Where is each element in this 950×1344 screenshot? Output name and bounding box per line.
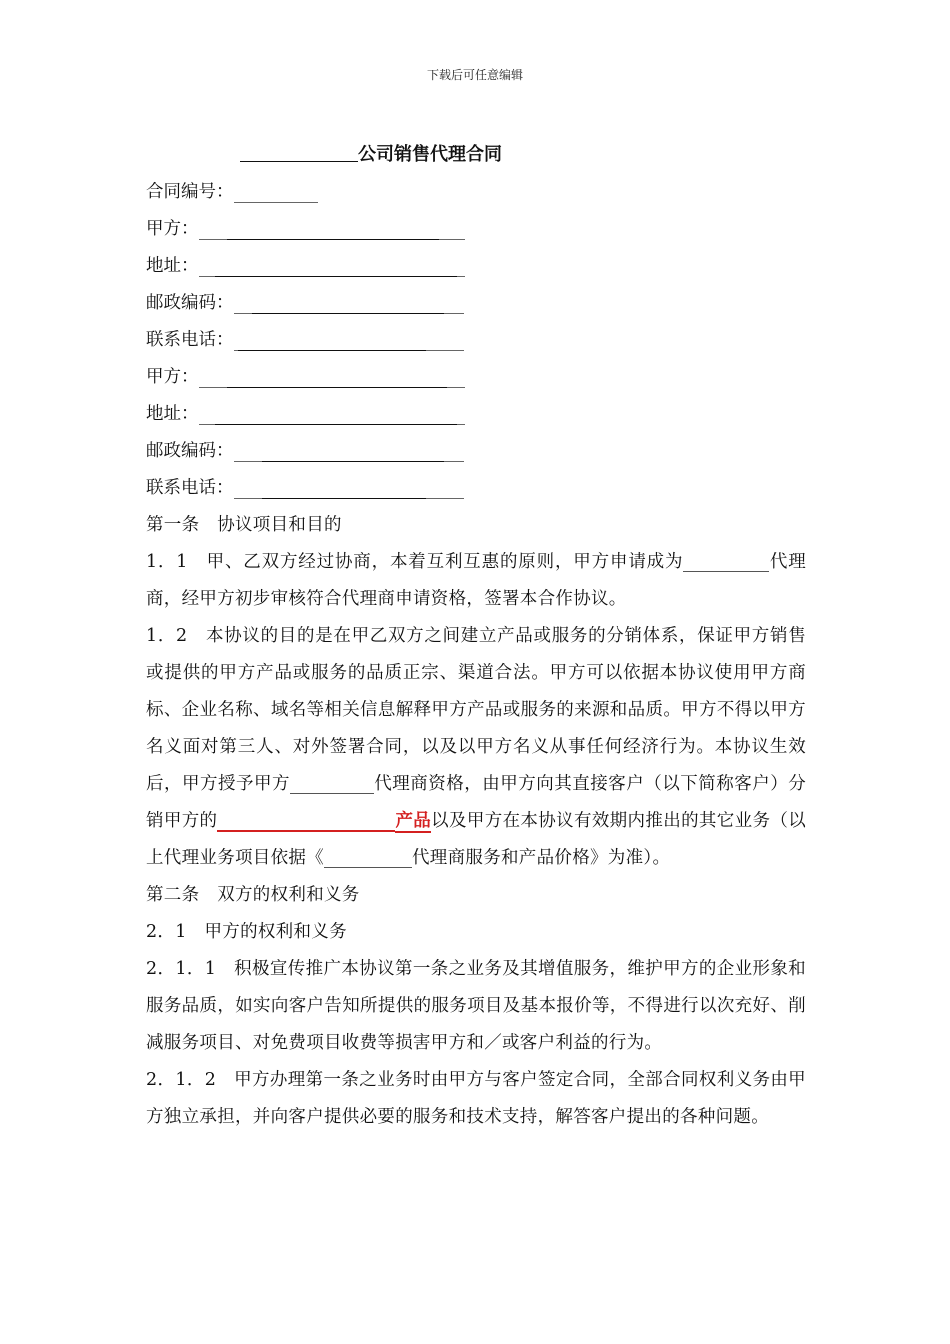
clause-text: 以及甲方在本协议有效期内推出的其它业务（以上代理业务项目依据《: [146, 811, 806, 868]
product-blank[interactable]: [217, 808, 395, 832]
postcode-a-input[interactable]: [234, 291, 464, 314]
article-1-heading: 第一条 协议项目和目的: [146, 515, 342, 535]
clause-1-2: [146, 618, 806, 877]
address-b-field: [146, 396, 806, 433]
article-2-heading: 第二条 双方的权利和义务: [146, 885, 360, 905]
field-label: 邮政编码：: [146, 293, 234, 313]
party-a-field: [146, 211, 806, 248]
contract-number-field: [146, 174, 806, 211]
title-company-blank[interactable]: [240, 161, 358, 162]
clause-text: 1．2 本协议的目的是在甲乙双方之间建立产品或服务的分销体系，保证甲方销售或提供的甲方产品或服务的品质正宗、渠道合法。甲方可以依据本协议使用甲方商标、企业名称、域名等相关信息解释甲方产品或服务的来源和品质。甲方不得以甲方名义面对第三人、对外签署合同，以及以甲方名义从事任何经济行为。本协议生效后，甲方授予甲方: [146, 626, 806, 794]
address-a-field: [146, 248, 806, 285]
clause-1-1: [146, 544, 806, 618]
agent-blank-3[interactable]: [324, 847, 412, 868]
title-text: 公司销售代理合同: [358, 144, 502, 165]
field-label: 邮政编码：: [146, 441, 234, 461]
phone-b-field: [146, 470, 806, 507]
clause-2-1-2: 2．1．2 甲方办理第一条之业务时由甲方与客户签定合同，全部合同权利义务由甲方独立承担，并向客户提供必要的服务和技术支持，解答客户提出的各种问题。: [146, 1070, 806, 1127]
address-b-input[interactable]: [199, 402, 465, 425]
party-a-input[interactable]: [199, 217, 465, 240]
field-label: 甲方：: [146, 367, 199, 387]
field-label: 地址：: [146, 256, 199, 276]
field-label: 联系电话：: [146, 478, 234, 498]
field-label: 联系电话：: [146, 330, 234, 350]
field-label: 合同编号：: [146, 182, 234, 202]
address-a-input[interactable]: [199, 254, 465, 277]
agent-blank-1[interactable]: [683, 551, 769, 572]
field-label: 甲方：: [146, 219, 199, 239]
header-note: 下载后可任意编辑: [426, 68, 523, 82]
party-b-input[interactable]: [199, 365, 465, 388]
phone-b-input[interactable]: [234, 476, 464, 499]
product-highlight: 产品: [395, 811, 432, 831]
clause-text: 代理商服务和产品价格》为准）。: [412, 848, 671, 868]
clause-text: 代理商，经甲方初步审核符合代理商申请资格，签署本合作协议。: [146, 552, 806, 609]
field-label: 地址：: [146, 404, 199, 424]
clause-2-1-1: 2．1．1 积极宣传推广本协议第一条之业务及其增值服务，维护甲方的企业形象和服务品质，如实向客户告知所提供的服务项目及基本报价等，不得进行以次充好、削减服务项目、对免费项目收费等损害甲方和／或客户利益的行为。: [146, 959, 806, 1053]
document-title: [240, 140, 502, 166]
clause-text: 1．1 甲、乙双方经过协商，本着互利互惠的原则，甲方申请成为: [146, 552, 684, 572]
phone-a-input[interactable]: [234, 328, 464, 351]
clause-text: 代理商资格，由甲方向其直接客户（以下简称客户）分销甲方的: [146, 774, 806, 831]
phone-a-field: [146, 322, 806, 359]
postcode-a-field: [146, 285, 806, 322]
party-b-field: [146, 359, 806, 396]
contract-number-input[interactable]: [234, 180, 318, 203]
postcode-b-input[interactable]: [234, 439, 464, 462]
contract-body: [146, 174, 806, 1136]
clause-2-1: 2．1 甲方的权利和义务: [146, 922, 347, 942]
postcode-b-field: [146, 433, 806, 470]
agent-blank-2[interactable]: [290, 773, 374, 794]
